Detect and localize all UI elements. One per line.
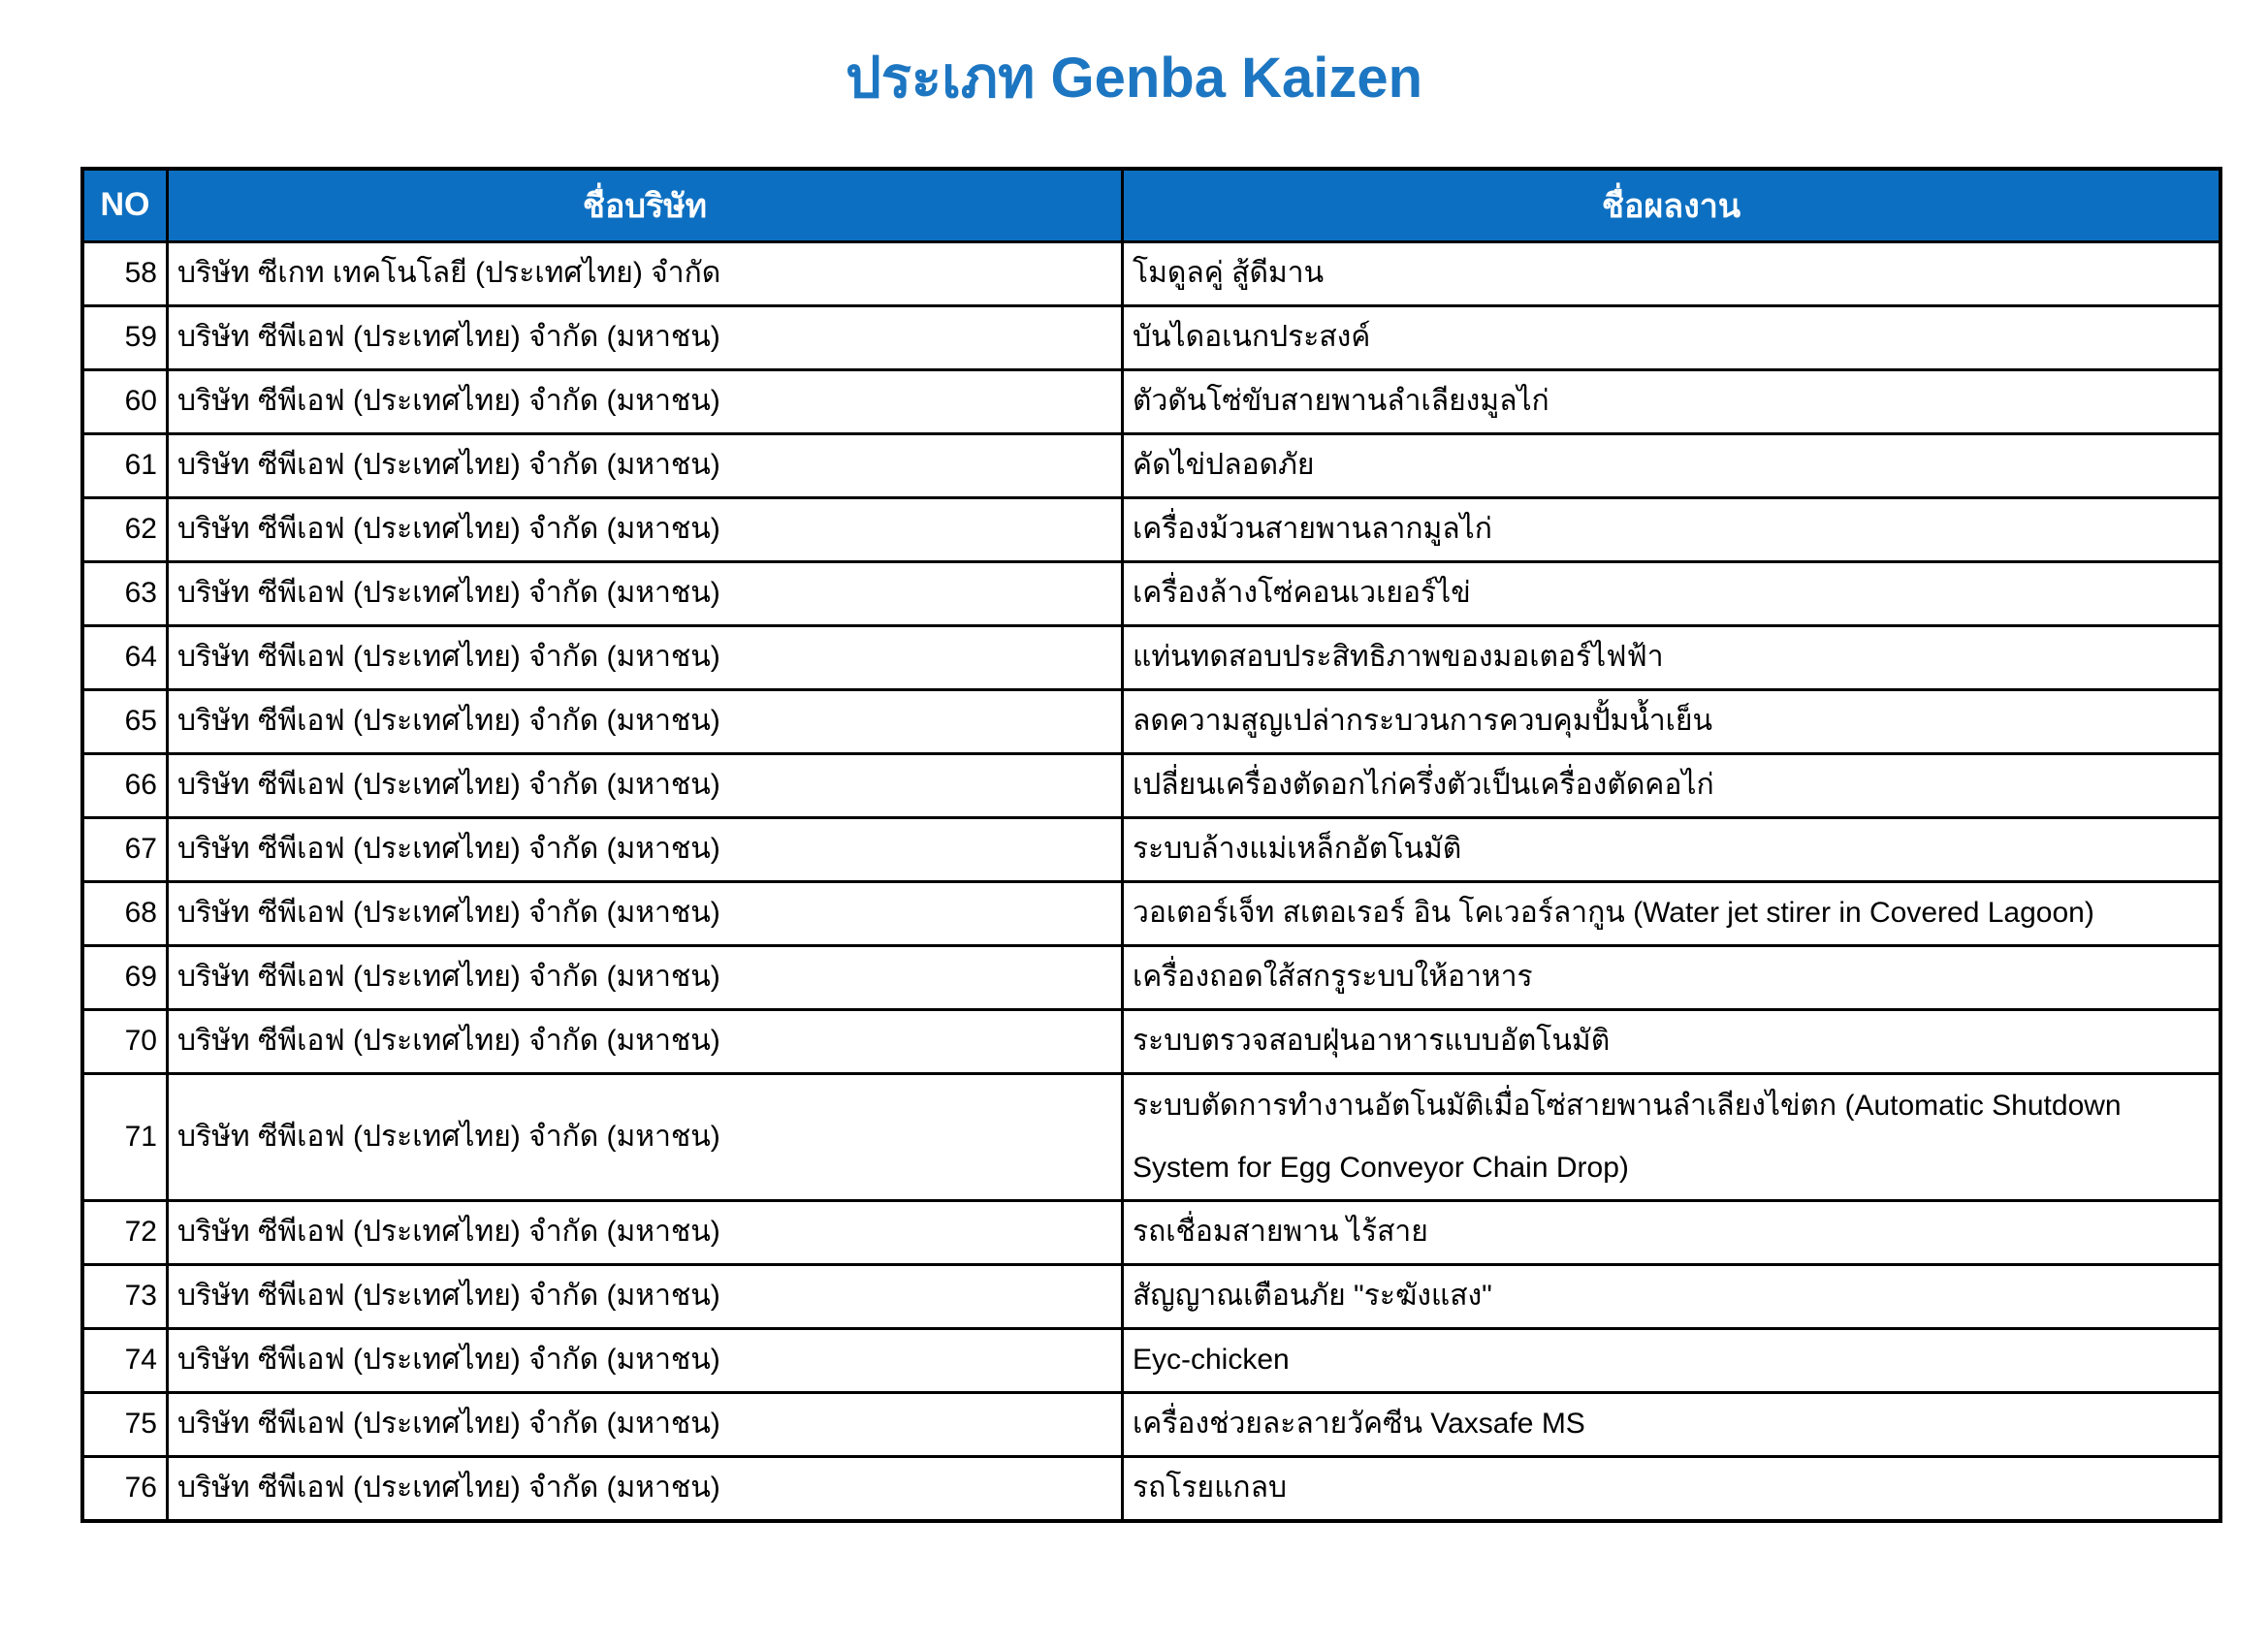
company-name-cell: บริษัท ซีพีเอฟ (ประเทศไทย) จำกัด (มหาชน) [168, 561, 1123, 625]
company-name-cell: บริษัท ซีพีเอฟ (ประเทศไทย) จำกัด (มหาชน) [168, 817, 1123, 881]
header-cell-work: ชื่อผลงาน [1123, 169, 2221, 242]
table-row [82, 1264, 2220, 1328]
work-name-cell: รถเชื่อมสายพาน ไร้สาย [1123, 1200, 2221, 1264]
table-row [82, 497, 2220, 561]
company-name-cell: บริษัท ซีพีเอฟ (ประเทศไทย) จำกัด (มหาชน) [168, 1009, 1123, 1073]
work-name-cell: คัดไข่ปลอดภัย [1123, 433, 2221, 497]
table-header [82, 169, 2220, 242]
row-number-cell: 65 [82, 689, 168, 753]
row-number-cell: 69 [82, 945, 168, 1009]
work-name-cell: Eyc-chicken [1123, 1328, 2221, 1392]
table-body [82, 241, 2220, 1521]
company-name-cell: บริษัท ซีพีเอฟ (ประเทศไทย) จำกัด (มหาชน) [168, 689, 1123, 753]
page-title: ประเภท Genba Kaizen [845, 47, 1423, 110]
row-number-cell: 74 [82, 1328, 168, 1392]
company-name-cell: บริษัท ซีพีเอฟ (ประเทศไทย) จำกัด (มหาชน) [168, 625, 1123, 689]
company-name-cell: บริษัท ซีพีเอฟ (ประเทศไทย) จำกัด (มหาชน) [168, 1392, 1123, 1456]
work-name-cell: ระบบล้างแม่เหล็กอัตโนมัติ [1123, 817, 2221, 881]
table-row [82, 1328, 2220, 1392]
table-row [82, 625, 2220, 689]
work-name-cell: ระบบตัดการทำงานอัตโนมัติเมื่อโซ่สายพานลำเลียงไข่ตก (Automatic Shutdown System for Egg Conveyor Chain Drop) [1123, 1073, 2221, 1200]
company-name-cell: บริษัท ซีพีเอฟ (ประเทศไทย) จำกัด (มหาชน) [168, 1073, 1123, 1200]
row-number-cell: 73 [82, 1264, 168, 1328]
row-number-cell: 71 [82, 1073, 168, 1200]
document-page [0, 45, 2268, 1523]
company-name-cell: บริษัท ซีเกท เทคโนโลยี (ประเทศไทย) จำกัด [168, 241, 1123, 305]
table-row [82, 1456, 2220, 1521]
table-row [82, 241, 2220, 305]
work-name-cell: สัญญาณเตือนภัย "ระฆังแสง" [1123, 1264, 2221, 1328]
table-row [82, 689, 2220, 753]
work-name-cell: เปลี่ยนเครื่องตัดอกไก่ครึ่งตัวเป็นเครื่องตัดคอไก่ [1123, 753, 2221, 817]
work-name-cell: ลดความสูญเปล่ากระบวนการควบคุมปั้มน้ำเย็น [1123, 689, 2221, 753]
row-number-cell: 58 [82, 241, 168, 305]
company-name-cell: บริษัท ซีพีเอฟ (ประเทศไทย) จำกัด (มหาชน) [168, 1200, 1123, 1264]
company-name-cell: บริษัท ซีพีเอฟ (ประเทศไทย) จำกัด (มหาชน) [168, 945, 1123, 1009]
work-name-cell: แท่นทดสอบประสิทธิภาพของมอเตอร์ไฟฟ้า [1123, 625, 2221, 689]
work-name-cell: โมดูลคู่ สู้ดีมาน [1123, 241, 2221, 305]
header-cell-no: NO [82, 169, 168, 242]
company-name-cell: บริษัท ซีพีเอฟ (ประเทศไทย) จำกัด (มหาชน) [168, 433, 1123, 497]
company-name-cell: บริษัท ซีพีเอฟ (ประเทศไทย) จำกัด (มหาชน) [168, 1264, 1123, 1328]
header-row [82, 169, 2220, 242]
row-number-cell: 62 [82, 497, 168, 561]
genba-kaizen-table [80, 167, 2222, 1523]
table-row [82, 561, 2220, 625]
work-name-cell: เครื่องล้างโซ่คอนเวเยอร์ไข่ [1123, 561, 2221, 625]
row-number-cell: 64 [82, 625, 168, 689]
work-name-cell: รถโรยแกลบ [1123, 1456, 2221, 1521]
row-number-cell: 63 [82, 561, 168, 625]
table-row [82, 369, 2220, 433]
table-row [82, 945, 2220, 1009]
row-number-cell: 60 [82, 369, 168, 433]
header-cell-company: ชื่อบริษัท [168, 169, 1123, 242]
row-number-cell: 61 [82, 433, 168, 497]
company-name-cell: บริษัท ซีพีเอฟ (ประเทศไทย) จำกัด (มหาชน) [168, 305, 1123, 369]
table-row [82, 1392, 2220, 1456]
row-number-cell: 70 [82, 1009, 168, 1073]
work-name-cell: เครื่องถอดใส้สกรูระบบให้อาหาร [1123, 945, 2221, 1009]
work-name-cell: บันไดอเนกประสงค์ [1123, 305, 2221, 369]
work-name-cell: ตัวดันโซ่ขับสายพานลำเลียงมูลไก่ [1123, 369, 2221, 433]
work-name-cell: วอเตอร์เจ็ท สเตอเรอร์ อิน โคเวอร์ลากูน (Water jet stirer in Covered Lagoon) [1123, 881, 2221, 945]
company-name-cell: บริษัท ซีพีเอฟ (ประเทศไทย) จำกัด (มหาชน) [168, 369, 1123, 433]
company-name-cell: บริษัท ซีพีเอฟ (ประเทศไทย) จำกัด (มหาชน) [168, 1456, 1123, 1521]
row-number-cell: 75 [82, 1392, 168, 1456]
table-row [82, 753, 2220, 817]
row-number-cell: 76 [82, 1456, 168, 1521]
table-row [82, 305, 2220, 369]
table-row [82, 881, 2220, 945]
work-name-cell: เครื่องช่วยละลายวัคซีน Vaxsafe MS [1123, 1392, 2221, 1456]
company-name-cell: บริษัท ซีพีเอฟ (ประเทศไทย) จำกัด (มหาชน) [168, 753, 1123, 817]
table-row [82, 1009, 2220, 1073]
row-number-cell: 72 [82, 1200, 168, 1264]
row-number-cell: 68 [82, 881, 168, 945]
work-name-cell: เครื่องม้วนสายพานลากมูลไก่ [1123, 497, 2221, 561]
company-name-cell: บริษัท ซีพีเอฟ (ประเทศไทย) จำกัด (มหาชน) [168, 1328, 1123, 1392]
table-row [82, 1073, 2220, 1200]
company-name-cell: บริษัท ซีพีเอฟ (ประเทศไทย) จำกัด (มหาชน) [168, 497, 1123, 561]
table-row [82, 1200, 2220, 1264]
row-number-cell: 59 [82, 305, 168, 369]
work-name-cell: ระบบตรวจสอบฝุ่นอาหารแบบอัตโนมัติ [1123, 1009, 2221, 1073]
table-row [82, 817, 2220, 881]
row-number-cell: 66 [82, 753, 168, 817]
row-number-cell: 67 [82, 817, 168, 881]
company-name-cell: บริษัท ซีพีเอฟ (ประเทศไทย) จำกัด (มหาชน) [168, 881, 1123, 945]
table-row [82, 433, 2220, 497]
